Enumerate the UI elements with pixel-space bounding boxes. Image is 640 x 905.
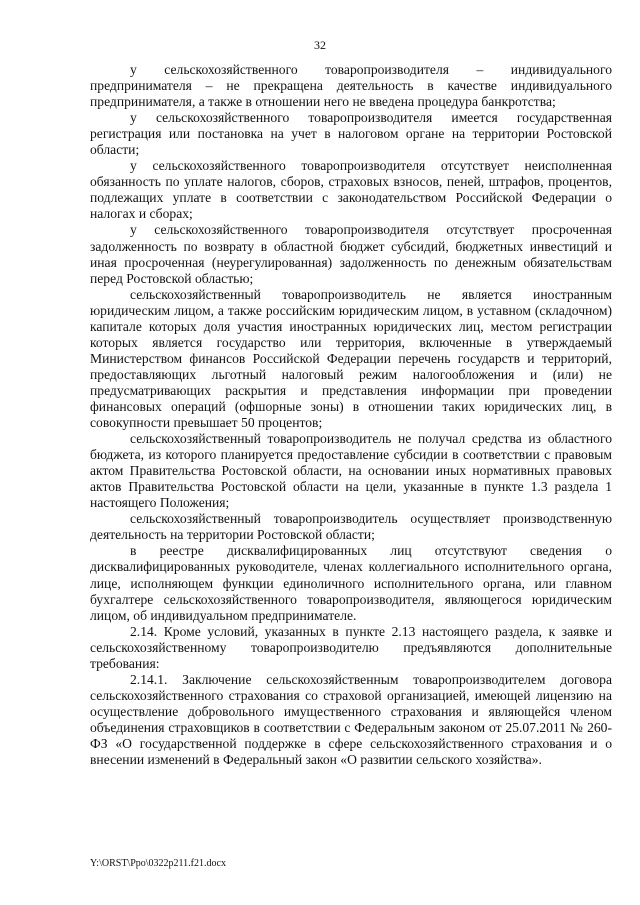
- paragraph-not-foreign-entity: сельскохозяйственный товаропроизводитель не является иностранным юридическим лицом, а также российским юридическим лицом, в уставном (складочном) капитале которых доля участия иностранных юридических лиц, местом регистрации которых является государство или территория, включенные в утверждаемый Министерством финансов Российской Федерации перечень государств и территорий, предоставляющих льготный налоговый режим налогообложения и (или) не предусматривающих раскрытия и представления информации при проведении финансовых операций (офшорные зоны) в отношении таких юридических лиц, в совокупности превышает 50 процентов;: [90, 286, 612, 431]
- paragraph-section-2-14-1: 2.14.1. Заключение сельскохозяйственным товаропроизводителем договора сельскохозяйственного страхования со страховой организацией, имеющей лицензию на осуществление добровольного имущественного страхования и являющейся членом объединения страховщиков в соответствии с Федеральным законом от 25.07.2011 № 260-ФЗ «О государственной поддержке в сфере сельскохозяйственного страхования и о внесении изменений в Федеральный закон «О развитии сельского хозяйства».: [90, 671, 612, 768]
- paragraph-operates-in-region: сельскохозяйственный товаропроизводитель осуществляет производственную деятельность на территории Ростовской области;: [90, 511, 612, 543]
- paragraph-section-2-14: 2.14. Кроме условий, указанных в пункте 2.13 настоящего раздела, к заявке и сельскохозяйственному товаропроизводителю предъявляются дополнительные требования:: [90, 623, 612, 671]
- paragraph-no-cessation: у сельскохозяйственного товаропроизводителя – индивидуального предпринимателя – не прекращена деятельность в качестве индивидуального предпринимателя, а также в отношении него не введена процедура банкротства;: [90, 62, 612, 110]
- footer-file-path: Y:\ORST\Ppo\0322p211.f21.docx: [90, 858, 226, 869]
- document-body: [90, 62, 612, 768]
- page-number: 32: [314, 38, 326, 52]
- paragraph-no-tax-debt: у сельскохозяйственного товаропроизводителя отсутствует неисполненная обязанность по уплате налогов, сборов, страховых взносов, пеней, штрафов, процентов, подлежащих уплате в соответствии с законодательством Российской Федерации о налогах и сборах;: [90, 158, 612, 222]
- paragraph-disqualified-registry: в реестре дисквалифицированных лиц отсутствуют сведения о дисквалифицированных руководителе, членах коллегиального исполнительного органа, лице, исполняющем функции единоличного исполнительного органа, или главном бухгалтере сельскохозяйственного товаропроизводителя, являющегося юридическим лицом, об индивидуальном предпринимателе.: [90, 543, 612, 623]
- paragraph-no-other-funds: сельскохозяйственный товаропроизводитель не получал средства из областного бюджета, из которого планируется предоставление субсидии в соответствии с правовым актом Правительства Ростовской области, на основании иных нормативных правовых актов Правительства Ростовской области на цели, указанные в пункте 1.3 раздела 1 настоящего Положения;: [90, 431, 612, 511]
- paragraph-registration: у сельскохозяйственного товаропроизводителя имеется государственная регистрация или постановка на учет в налоговом органе на территории Ростовской области;: [90, 110, 612, 158]
- paragraph-no-overdue-debt: у сельскохозяйственного товаропроизводителя отсутствует просроченная задолженность по возврату в областной бюджет субсидий, бюджетных инвестиций и иная просроченная (неурегулированная) задолженность по денежным обязательствам перед Ростовской областью;: [90, 222, 612, 286]
